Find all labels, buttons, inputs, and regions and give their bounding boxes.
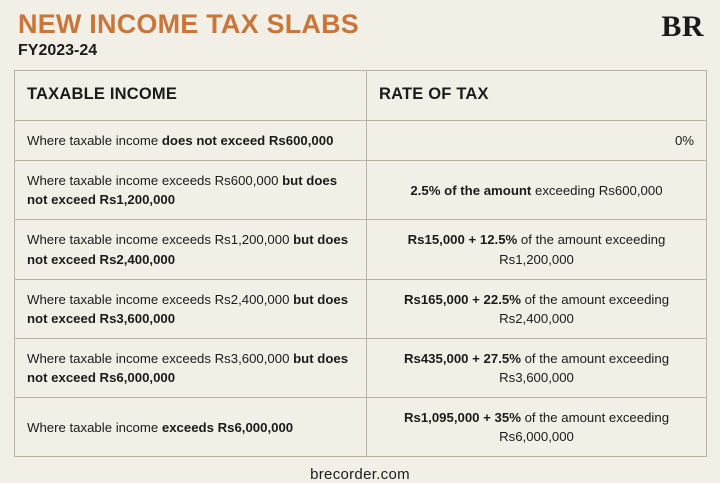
income-text-emphasis: does not exceed Rs600,000 (161, 132, 334, 148)
rate-text: of the amount exceeding (524, 410, 670, 426)
income-text-emphasis: but does not exceed Rs6,000,000 (27, 350, 349, 386)
cell-rate-of-tax (367, 120, 707, 160)
cell-taxable-income (15, 161, 367, 220)
cell-rate-of-tax (367, 279, 707, 338)
income-text: Where taxable income exceeds Rs1,200,000 (27, 232, 294, 248)
page-title: NEW INCOME TAX SLABS (18, 9, 359, 39)
rate-text: exceeding Rs600,000 (534, 182, 663, 198)
cell-taxable-income (15, 398, 367, 457)
rate-text: Rs6,000,000 (499, 429, 574, 445)
rate-text: of the amount exceeding (524, 350, 670, 366)
rate-text-emphasis: Rs435,000 + 27.5% (403, 350, 525, 366)
tax-slabs-table (14, 70, 707, 458)
cell-taxable-income (15, 279, 367, 338)
source-credit: brecorder.com (310, 466, 410, 483)
cell-rate-of-tax (367, 220, 707, 279)
table-row (15, 338, 707, 397)
income-text-emphasis: but does not exceed Rs3,600,000 (27, 291, 349, 326)
rate-text: of the amount exceeding (524, 291, 670, 307)
table-row (15, 220, 707, 279)
income-text: Where taxable income (27, 132, 162, 148)
header-text-group (18, 10, 359, 60)
rate-text: 0% (674, 132, 694, 148)
header (14, 10, 706, 60)
table-header (15, 70, 707, 120)
income-text-emphasis: exceeds Rs6,000,000 (161, 419, 294, 435)
cell-taxable-income (15, 120, 367, 160)
rate-text-emphasis: 2.5% of the amount (410, 182, 535, 198)
income-text: Where taxable income exceeds Rs2,400,000 (27, 291, 294, 307)
cell-taxable-income (15, 220, 367, 279)
income-text: Where taxable income exceeds Rs600,000 (27, 173, 283, 189)
rate-text-emphasis: Rs1,095,000 + 35% (403, 410, 525, 426)
income-text: Where taxable income (27, 419, 162, 435)
page-subtitle: FY2023-24 (18, 42, 98, 60)
table-row (15, 161, 707, 220)
cell-rate-of-tax (367, 398, 707, 457)
table-body (15, 120, 707, 457)
rate-text: Rs2,400,000 (499, 310, 574, 326)
table-row (15, 120, 707, 160)
rate-text-emphasis: Rs165,000 + 22.5% (403, 291, 525, 307)
rate-text: of the amount exceeding (520, 232, 666, 248)
column-header-taxable-income: TAXABLE INCOME (15, 70, 367, 120)
rate-text: Rs3,600,000 (499, 370, 574, 386)
table-header-row (15, 70, 707, 120)
income-text-emphasis: but does not exceed Rs2,400,000 (27, 232, 349, 267)
rate-text: Rs1,200,000 (499, 251, 574, 267)
cell-rate-of-tax (367, 338, 707, 397)
rate-text-emphasis: Rs15,000 + 12.5% (407, 232, 521, 248)
income-text-emphasis: but does not exceed Rs1,200,000 (27, 173, 338, 208)
table-row (15, 279, 707, 338)
table-row (15, 398, 707, 457)
column-header-rate-of-tax: RATE OF TAX (367, 70, 707, 120)
income-text: Where taxable income exceeds Rs3,600,000 (27, 350, 294, 366)
cell-rate-of-tax (367, 161, 707, 220)
cell-taxable-income (15, 338, 367, 397)
br-logo: BR (661, 10, 704, 43)
